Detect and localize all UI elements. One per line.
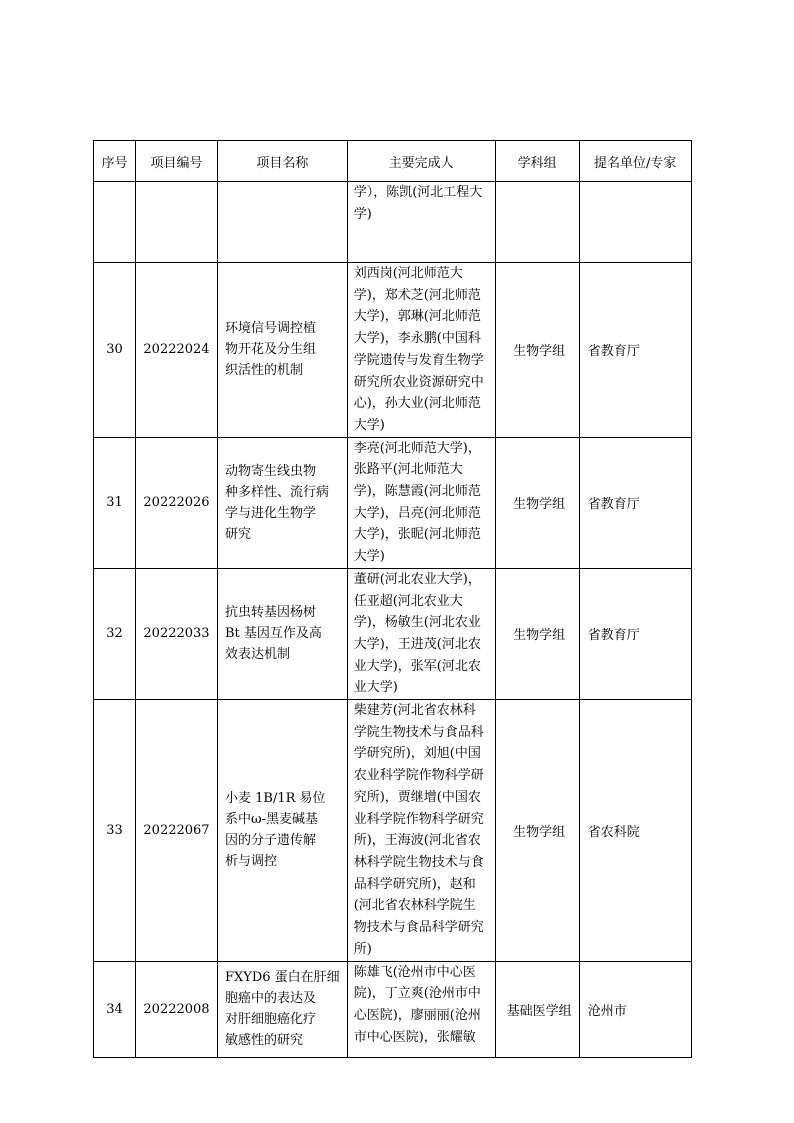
header-row — [94, 141, 692, 182]
project-name-line: 因的分子遗传解 — [225, 833, 317, 849]
person-line: 陈雄飞(沧州市中心医 — [353, 964, 476, 980]
project-name-line: FXYD6 蛋白在肝细 — [225, 970, 340, 985]
cell-group: 生物学组 — [495, 568, 579, 699]
person-line: 柴建芳(河北省农林科 — [353, 703, 476, 719]
cell-code: 20222067 — [136, 700, 218, 961]
project-name-line: 敏感性的研究 — [225, 1033, 304, 1048]
person-line: 院)，丁立爽(沧州市中 — [353, 986, 481, 1002]
cell-seq: 32 — [94, 568, 136, 699]
header-unit: 提名单位/专家 — [579, 141, 691, 182]
cell-group: 基础医学组 — [495, 961, 579, 1057]
project-name-line: 环境信号调控植 — [225, 321, 317, 337]
cell-group: 生物学组 — [495, 700, 579, 961]
person-line: 业大学)，张军(河北农 — [353, 658, 481, 674]
person-line: 学），陈凯(河北工程大 — [353, 185, 483, 200]
cell-persons — [347, 263, 495, 438]
person-line: 大学)，张昵(河北师范 — [353, 527, 481, 543]
awards-table — [93, 140, 692, 1058]
person-line: 大学)，吕亮(河北师范 — [353, 505, 481, 521]
project-name-line: 物开花及分生组 — [225, 342, 317, 358]
person-line: 张路平(河北师范大 — [353, 462, 463, 478]
person-line: (河北省农林科学院生 — [353, 898, 476, 914]
header-persons: 主要完成人 — [347, 141, 495, 182]
person-line: 学) — [353, 206, 372, 222]
person-line: 大学)，郭琳(河北师范 — [353, 309, 481, 325]
cell-group: 生物学组 — [495, 263, 579, 438]
person-line: 学)，陈慧霞(河北师范 — [353, 484, 481, 500]
project-name-line: 学与进化生物学 — [225, 505, 317, 521]
person-line: 大学)，李永鹏(中国科 — [353, 331, 481, 347]
cell-code: 20222008 — [136, 961, 218, 1057]
cell-project-name — [218, 263, 348, 438]
person-line: 学)，杨敏生(河北农业 — [353, 615, 481, 631]
cell-project-name — [218, 568, 348, 699]
person-line: 学院遗传与发育生物学 — [353, 352, 484, 368]
cell-code: 20222024 — [136, 263, 218, 438]
cell-seq: 31 — [94, 437, 136, 568]
person-line: 李亮(河北师范大学)， — [353, 440, 481, 456]
person-line: 心)，孙大业(河北师范 — [353, 396, 481, 412]
cell-unit: 省农科院 — [579, 700, 691, 961]
header-seq: 序号 — [94, 141, 136, 182]
project-name-line: 小麦 1B/1R 易位 — [225, 791, 326, 807]
project-name-line: 对肝细胞癌化疗 — [225, 1012, 317, 1027]
cell-unit: 省教育厅 — [579, 568, 691, 699]
cell-code — [136, 182, 218, 263]
person-line: 所)，王海波(河北省农 — [353, 833, 481, 849]
table-row — [94, 700, 692, 961]
person-line: 刘西岗(河北师范大 — [353, 266, 463, 281]
person-line: 业科学院作物科学研究 — [353, 811, 484, 827]
project-name-line: 动物寄生线虫物 — [225, 463, 317, 479]
cell-unit: 省教育厅 — [579, 437, 691, 568]
person-line: 大学) — [353, 417, 385, 433]
person-line: 农业科学院作物科学研 — [353, 768, 484, 784]
project-name-line: 系中ω-黑麦碱基 — [225, 812, 318, 828]
cell-code: 20222026 — [136, 437, 218, 568]
person-line: 董研(河北农业大学)， — [353, 571, 481, 587]
table-row — [94, 437, 692, 568]
cell-unit: 省教育厅 — [579, 263, 691, 438]
cell-unit — [579, 182, 691, 263]
project-name-line: 研究 — [225, 526, 252, 542]
person-line: 市中心医院)，张耀敏 — [353, 1029, 476, 1045]
cell-project-name — [218, 700, 348, 961]
person-line: 大学)，王进茂(河北农 — [353, 636, 481, 652]
project-name-line: Bt 基因互作及高 — [225, 626, 322, 642]
cell-seq: 34 — [94, 961, 136, 1057]
person-line: 业大学) — [353, 680, 398, 696]
person-line: 心医院)，廖丽丽(沧州 — [353, 1007, 481, 1023]
cell-code: 20222033 — [136, 568, 218, 699]
person-line: 究所)，贾继增(中国农 — [353, 789, 481, 805]
project-name-line: 抗虫转基因杨树 — [225, 605, 317, 621]
person-line: 品科学研究所)，赵和 — [353, 876, 476, 892]
person-line: 学院生物技术与食品科 — [353, 724, 484, 740]
project-name-line: 胞癌中的表达及 — [225, 991, 317, 1006]
person-line: 研究所农业资源研究中 — [353, 374, 484, 390]
person-line: 物技术与食品科学研究 — [353, 920, 484, 936]
table-row — [94, 182, 692, 263]
cell-persons — [347, 437, 495, 568]
cell-persons — [347, 961, 495, 1057]
person-line: 学研究所)，刘旭(中国 — [353, 746, 481, 762]
person-line: 任亚超(河北农业大 — [353, 593, 463, 609]
cell-project-name — [218, 961, 348, 1057]
cell-seq: 30 — [94, 263, 136, 438]
cell-persons — [347, 568, 495, 699]
cell-group — [495, 182, 579, 263]
person-line: 林科学院生物技术与食 — [353, 854, 484, 870]
person-line: 大学) — [353, 549, 385, 565]
header-code: 项目编号 — [136, 141, 218, 182]
cell-project-name — [218, 437, 348, 568]
header-group: 学科组 — [495, 141, 579, 182]
cell-seq: 33 — [94, 700, 136, 961]
table-row — [94, 961, 692, 1057]
cell-group: 生物学组 — [495, 437, 579, 568]
cell-unit: 沧州市 — [579, 961, 691, 1057]
cell-seq — [94, 182, 136, 263]
cell-persons — [347, 700, 495, 961]
project-name-line: 析与调控 — [225, 854, 278, 870]
project-name-line: 效表达机制 — [225, 647, 291, 663]
cell-project-name — [218, 182, 348, 263]
table-row — [94, 568, 692, 699]
project-name-line: 种多样性、流行病 — [225, 484, 330, 500]
project-name-line: 织活性的机制 — [225, 363, 304, 379]
person-line: 所) — [353, 941, 372, 957]
table-row — [94, 263, 692, 438]
person-line: 学)，郑术芝(河北师范 — [353, 287, 481, 303]
header-name: 项目名称 — [218, 141, 348, 182]
cell-persons — [347, 182, 495, 263]
